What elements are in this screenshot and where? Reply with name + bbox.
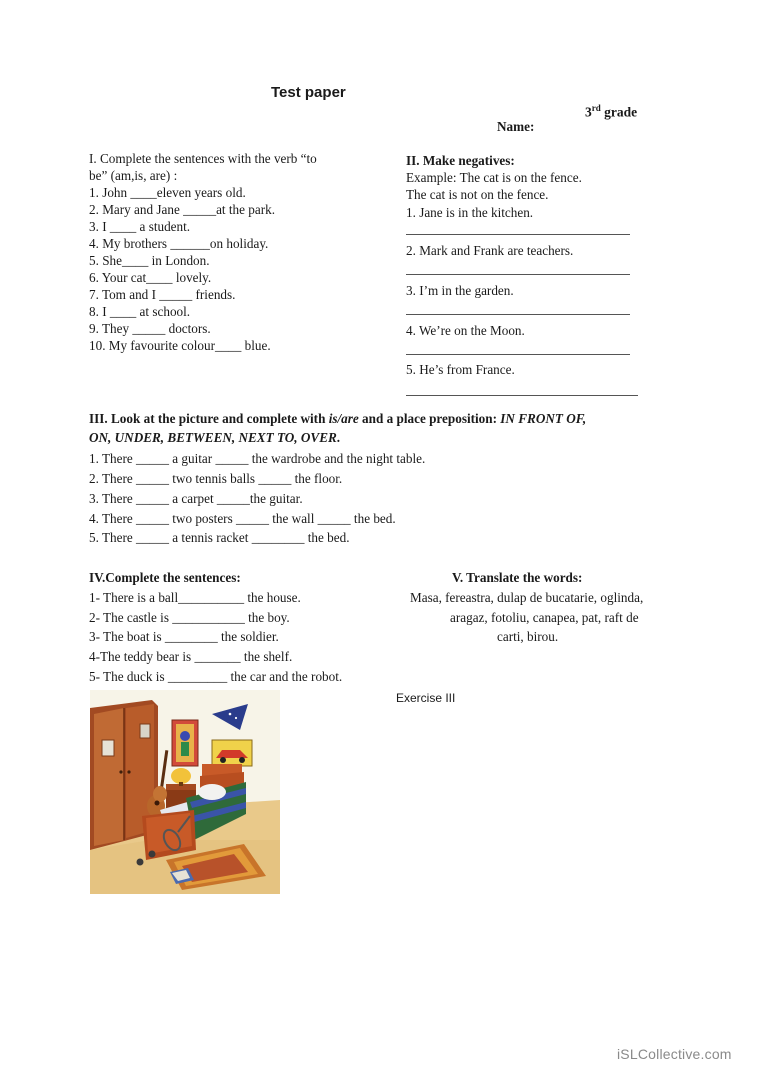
exercise-2-item: 1. Jane is in the kitchen. [406,205,534,220]
exercise-3-item: 1. There _____ a guitar _____ the wardrobe and the night table. [89,451,426,466]
exercise-4-heading: IV.Complete the sentences: [89,570,241,585]
exercise-3-heading-a: III. Look at the picture and complete with [89,411,329,426]
exercise-4-item: 4-The teddy bear is _______ the shelf. [89,649,293,664]
name-label: Name: [497,119,535,134]
bedroom-illustration [90,690,280,894]
exercise-1-item: 7. Tom and I _____ friends. [89,287,236,302]
exercise-1-item: 8. I ____ at school. [89,304,191,319]
answer-line [406,234,630,235]
exercise-3-item: 4. There _____ two posters _____ the wall _____ the bed. [89,511,396,526]
exercise-3-heading-prep: IN FRONT OF, [500,411,587,426]
exercise-1-item: 10. My favourite colour____ blue. [89,338,271,353]
exercise-3-item: 2. There _____ two tennis balls _____ the floor. [89,471,343,486]
exercise-4-item: 1- There is a ball__________ the house. [89,590,301,605]
exercise-1-item: 9. They _____ doctors. [89,321,211,336]
exercise-1 [89,150,317,354]
picture-caption: Exercise III [396,691,456,705]
tennis-ball [149,851,156,858]
exercise-1-item: 2. Mary and Jane _____at the park. [89,202,276,217]
grade-label [585,100,637,121]
lamp [171,768,191,784]
page-title: Test paper [271,84,346,101]
exercise-1-item: 6. Your cat____ lovely. [89,270,212,285]
poster-car [212,740,252,766]
exercise-4-item: 3- The boat is ________ the soldier. [89,629,279,644]
answer-line [406,395,638,396]
exercise-5-words-end: carti, birou. [497,629,559,644]
exercise-2-item: 3. I’m in the garden. [406,283,514,298]
watermark: iSLCollective.com [617,1046,732,1062]
exercise-3-heading-preps: ON, UNDER, BETWEEN, NEXT TO, OVER [89,430,337,445]
exercise-2-item: 2. Mark and Frank are teachers. [406,243,574,258]
exercise-1-item: 4. My brothers ______on holiday. [89,236,269,251]
exercise-4-item: 5- The duck is _________ the car and the robot. [89,669,343,684]
exercise-1-item: 1. John ____eleven years old. [89,185,246,200]
exercise-3-heading-cont [89,429,340,446]
exercise-1-item: 5. She____ in London. [89,253,210,268]
exercise-3-item: 3. There _____ a carpet _____the guitar. [89,491,303,506]
exercise-2-item: 5. He’s from France. [406,362,515,377]
exercise-2-item: 4. We’re on the Moon. [406,323,525,338]
exercise-5-words-cont: aragaz, fotoliu, canapea, pat, raft de [450,610,639,625]
tennis-ball [137,859,144,866]
exercise-3-heading-verbs: is/are [328,411,359,426]
grade-number: 3 [585,104,592,120]
exercise-1-heading: I. Complete the sentences with the verb “to [89,151,317,166]
answer-line [406,274,630,275]
answer-line [406,314,630,315]
exercise-1-heading-cont: be” (am,is, are) : [89,168,178,183]
exercise-3-item: 5. There _____ a tennis racket ________ the bed. [89,530,350,545]
exercise-3-heading-end: . [336,430,341,445]
exercise-4-item: 2- The castle is ___________ the boy. [89,610,290,625]
grade-suffix: rd [591,103,601,113]
exercise-1-item: 3. I ____ a student. [89,219,191,234]
grade-word: grade [600,104,638,120]
exercise-5-words: Masa, fereastra, dulap de bucatarie, oglinda, [410,590,644,605]
exercise-2-example: Example: The cat is on the fence. [406,170,582,185]
poster-left [172,720,198,766]
answer-line [406,354,630,355]
exercise-3-heading-c: and a place preposition: [358,411,501,426]
exercise-5-heading: V. Translate the words: [452,570,583,585]
exercise-2-example-answer: The cat is not on the fence. [406,187,549,202]
exercise-2-heading: II. Make negatives: [406,153,515,168]
exercise-3-heading [89,410,586,427]
